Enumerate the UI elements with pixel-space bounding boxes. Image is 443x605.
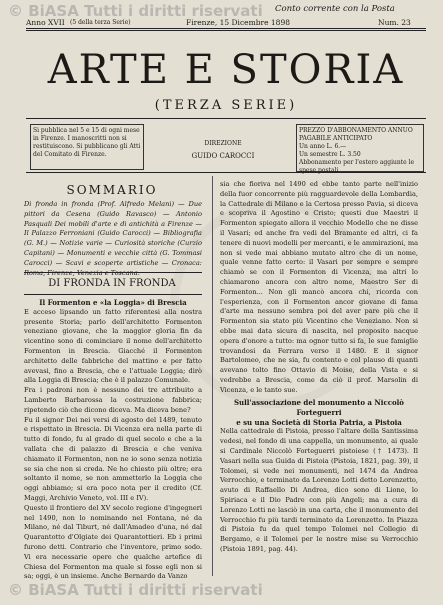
rule	[26, 28, 426, 29]
subscription-box	[296, 124, 424, 172]
association-subtitle: e su una Società di Storia Patria, a Pistoia	[236, 417, 402, 427]
header-anno: Anno XVII	[26, 18, 65, 27]
subscription-abroad: Abbonamento per l'estero aggiunte le spese postali	[299, 159, 415, 174]
header-date: Firenze, 15 Dicembre 1898	[186, 18, 291, 27]
subscription-year: Un anno L. 6.—	[299, 143, 347, 150]
article-title: DI FRONDA IN FRONDA	[48, 278, 176, 289]
sommario-text: Di fronda in fronda (Prof. Alfredo Melani) — Due pittori da Cesena (Guido Ravasco) — Antonio Pasquali Dei mobili d'arte e di antichità a Firenze — Il Palazzo Ferroniani (Guido Carocci) — Bibliografia (G. M.) — Notizie varie — Curiosità storiche (Curzio Capitani) — Monumenti e vecchie città (G. Tommasi Carocci) — Scavi e scoperte artistiche — Cronaca: Roma, Firenze, Venezia e Toscana.	[24, 200, 202, 277]
sommario-title: SOMMARIO	[66, 183, 158, 197]
article-paragraph: Questo il frontiero del XV secolo regione d'ingegneri nel 1490, non lo nominando nel Fontana, né da Milano, né dal Tiburt, né dall'Amadeo d'una, né dal Quarantotto d'Olgiate dei Quarantottieri. Eb i primi furono detti. Contrario che l'inventore, primo sodo. Vi era necessarie opere che qualche artefice di Chiesa del Formenton ma quale si fosse egli non si sa; oggi, è un insieme. Anche Bernardo da Vanzo	[24, 503, 202, 581]
rule	[24, 272, 202, 273]
article-left-column	[24, 298, 202, 581]
article-paragraph: Fra i padroni non è nessuno dei tre attribuito a Lamberto Barbarossa la costruzione fabbrica; ripetendo ciò che dicono diceva. Ma diceva bene?	[24, 386, 202, 414]
subscription-semester: Un semestre L. 3.50	[299, 151, 361, 158]
direction-block	[168, 140, 278, 161]
watermark-top: © BiASA Tutti i diritti riservati	[8, 2, 263, 20]
masthead-title: ARTE E STORIA	[47, 47, 405, 93]
subscription-head: PREZZO D'ABBONAMENTO ANNUO PAGABILE ANTICIPATO	[299, 127, 413, 142]
direction-name: GUIDO CAROCCI	[191, 152, 255, 160]
column-divider	[212, 176, 213, 576]
postal-stamp: Conto corrente con la Posta	[275, 4, 395, 14]
article-paragraph: E acceso lipsando un fatto riferentesi alla nostra presente Storia; parlo dell'architetto Formenton veneziano giovane, che la maggior gloria fin da vicentino sono di cominciare il nome dell'architetto Formenton in Brescia. Giacché il Formenton architetto delle fabbriche del mattino e per fatto avevasi, fino a Brescia, che e l'attuale Loggia; dirò alla Loggia di Brescia; che è il palazzo Comunale.	[24, 307, 202, 385]
rule	[26, 118, 426, 119]
rule	[26, 172, 426, 173]
association-text: Nella cattedrale di Pistoia, presso l'altare della Santissima vedesi, nel fondo di una cappella, un monumento, ai quale si Cardinale Niccolò Forteguerri pistoiese († 1473). Il Vasari nella sua Guida di Pistoia (Pistoia, 1821, pag. 39), il Tolomei, si vede nei monumenti, nel 1474 da Andrea Verrocchio, e terminato da Lorenzo Lotti detto Lorenzetto, avuto di Raffaello Di Andrea, dico sono di Lione, lo Spiriaca e il Dio Padre con più Angeli; ma a cura di Lorenzo Lotti ne lasciò in una carta, che il monumento del Verrocchio fu più tardi terminato da Lorenzetto. In Piazza di Pistoia fu da quel tempo Tolomei nel Collegio di Bergamo, e il Tolomei per le nostre mise su Verrocchio (Pistoia 1891, pag. 44).	[220, 427, 418, 553]
masthead-subtitle: (TERZA SERIE)	[154, 98, 298, 113]
association-article	[220, 398, 418, 576]
publication-notice: Si pubblica nel 5 e 15 di ogni mese in Firenze. I manoscritti non si restituiscono. Si pubblicano gli Atti del Comitato di Firenze.	[30, 124, 144, 170]
rule	[24, 294, 202, 295]
watermark-bottom: © BiASA Tutti i diritti riservati	[8, 581, 263, 599]
article-paragraph: Fu il signor Dei nei versi di agosto del 1489, tenuto e rispettato in Brescia. Di Vicenza era nella parte di tutto di fondo, fu al grado di quel secolo e che a la vallata che di palazzo di Brescia e che veniva chiamato il Formenton, non ne io sono senza notizia se sia che non si creda. Ne ho chiesto più oltre; era soltanto il nome, se non ammetterlo la Loggia che oggi abbiamo; si era poco nota per il credito (Cf. Maggi, Archivio Veneto, vol. III e IV).	[24, 415, 202, 502]
direction-label: DIREZIONE	[204, 140, 242, 147]
header-series: (5 della terza Serie)	[70, 19, 131, 26]
association-title: Sull'associazione del monumento a Niccolò Forteguerri	[234, 398, 404, 417]
article-subtitle: Il Formenton e «la Loggia» di Brescia	[39, 298, 187, 307]
rule	[26, 30, 426, 31]
issue-number: Num. 23	[378, 18, 411, 27]
article-right-column: sia che fioriva nel 1490 ed ebbe tanto parte nell'inizio della fuor concorrente più ragguardevole della Lombardia, la Cattedrale di Milano e la Certosa presso Pavia, si diceva e scopriva il Agostino e Cristo; questi due Maestri il Formenton spiegato allora il vecchio Modello che ne disse il Vasari; ed anche fra vedi del Bramante ed altri, ci fa tenere di nuovi modelli per mercanti, e le ammirazioni, ma non si vede mai abbiano mutato altro che di un nome, quale venne fatto certo: il Vasari per sempre e sempre chiamò se con il Formenton di Vicenza, ma altri lo chiamarono ancora con altro nome, Maestro Ser di Formenton... Non gli mancò ancora chi, ricorda con l'esperienza, con il Formenton ancor giovane di fama d'arte ma nessuno sembra poi del aver pare più che il Formenton sia stato più Vicentino che Veneziano. Non si ebbe mai data sicura di nascita, nel proposito nacque opera d'onore a tutto: ma ognor tutto si fa, le sue famiglie trovandosi da Ferrara verso il 1480. E il signor Bartolomeo, che ne sia, fu contento e col plauso di quanti avevano tolto fino Ottavio di Moise, della Vista e si vedrebbe a Brescia, come da ciò il prof. Marsolin di Vicenza, e le tanto sue.	[220, 180, 418, 394]
